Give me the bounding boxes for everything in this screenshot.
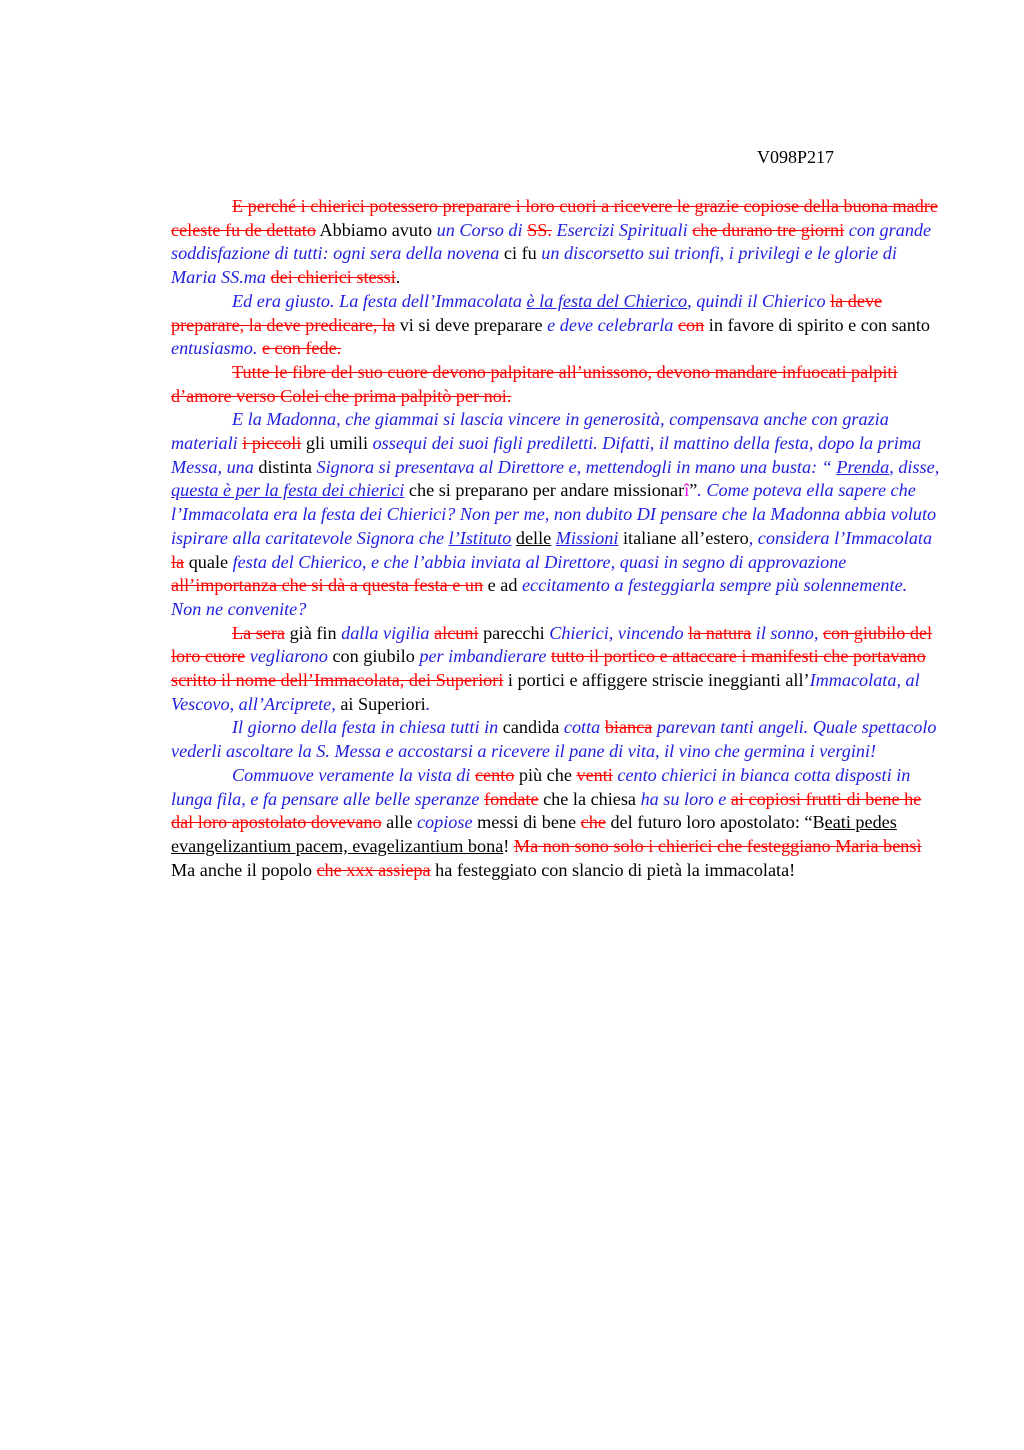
plain-text: in favore di spirito e con santo: [704, 314, 930, 335]
plain-text: ci fu: [499, 243, 542, 264]
deleted-text: alcuni: [434, 622, 479, 643]
inserted-text: dalla vigilia: [341, 622, 435, 643]
deleted-text: Tutte le fibre del suo cuore devono palpitare all’unissono, devono mandare infuocati palpiti d’amore verso Colei che prima palpitò per noi.: [171, 361, 898, 406]
inserted-underlined-text: questa è per la festa dei chierici: [171, 480, 405, 501]
deleted-text: con giubilo del loro cuore: [171, 622, 933, 667]
inserted-text: Immacolata, al Vescovo, all’Arciprete,: [171, 670, 920, 714]
plain-text: .: [395, 267, 401, 288]
deleted-text: E perché i chierici potessero preparare i loro cuori a ricevere le grazie copiose della buona madre celeste fu de dettato: [171, 196, 938, 240]
plain-text: alle: [381, 812, 417, 833]
deleted-text: venti: [576, 764, 613, 785]
inserted-text: Chierici, vincendo: [549, 622, 689, 643]
plain-text: parecchi: [478, 622, 550, 643]
plain-text: che la chiesa: [538, 788, 641, 809]
deleted-text: la deve preparare, la deve predicare, la: [171, 290, 883, 335]
inserted-text: , disse,: [889, 456, 940, 477]
plain-text: vi si deve preparare: [395, 314, 548, 335]
deleted-text: tutto il portico e attaccare i manifesti che portavano scritto il nome dell’Immacolata, dei Superiori: [171, 646, 926, 691]
highlighted-text: î: [684, 480, 690, 501]
inserted-text: Esercizi Spirituali: [551, 219, 693, 240]
paragraph: [171, 290, 941, 361]
paragraph: [171, 361, 941, 408]
deleted-text: e con fede.: [261, 338, 342, 359]
underlined-text: eati pedes evangelizantium pacem, evagelizantium bona: [171, 812, 897, 856]
inserted-text: cento chierici in bianca cotta disposti in lunga fila, e fa pensare alle belle speranze: [171, 764, 911, 809]
inserted-text: il sonno,: [751, 622, 823, 643]
inserted-underlined-text: Missioni: [555, 527, 619, 548]
deleted-text: bianca: [604, 717, 653, 738]
inserted-text: . Come poteva ella sapere che l’Immacolata era la festa dei Chierici? Non per me, non dubito DI pensare che la Madonna abbia voluto ispirare alla caritatevole Signora che: [171, 480, 937, 548]
plain-text: che si preparano per andare missionar: [404, 480, 685, 501]
inserted-text: ossequi dei suoi figli prediletti. Difatti, il mattino della festa, dopo la prima Messa, una: [171, 433, 922, 477]
paragraph: [171, 622, 941, 717]
inserted-text: con grande soddisfazione di tutti: ogni sera della novena: [171, 219, 932, 264]
inserted-text: Commuove veramente la vista di: [232, 764, 475, 785]
plain-text: del futuro loro apostolato: “B: [605, 812, 825, 833]
inserted-text: per imbandierare: [419, 646, 552, 667]
deleted-text: con: [677, 314, 705, 335]
plain-text: !: [503, 835, 514, 856]
deleted-text: cento: [474, 764, 515, 785]
plain-text: ”: [689, 480, 698, 501]
inserted-text: entusiasmo.: [171, 338, 262, 359]
deleted-text: i piccoli: [242, 433, 302, 454]
inserted-text: ha su loro e: [640, 788, 731, 809]
inserted-text: , considera l’Immacolata: [748, 527, 933, 548]
inserted-text: Ed era giusto. La festa dell’Immacolata: [232, 290, 527, 311]
inserted-text: .: [425, 693, 431, 714]
inserted-underlined-text: Prenda: [836, 456, 890, 477]
deleted-text: dei chierici stessi: [270, 267, 396, 288]
plain-text: candida: [498, 717, 564, 738]
plain-text: ha festeggiato con slancio di pietà la immacolata!: [430, 859, 796, 880]
inserted-underlined-text: l’Istituto: [448, 527, 512, 548]
inserted-text: Signora si presentava al Direttore e, mettendogli in mano una busta: “: [316, 456, 837, 477]
deleted-text: che durano tre giorni: [692, 219, 845, 240]
plain-text: i portici e affiggere striscie ineggianti all’: [503, 670, 810, 691]
plain-text: Ma anche il popolo: [171, 859, 317, 880]
plain-text: con giubilo: [327, 646, 420, 667]
inserted-text: Il giorno della festa in chiesa tutti in: [232, 717, 499, 738]
plain-text: già fin: [285, 622, 342, 643]
inserted-text: cotta: [563, 717, 605, 738]
plain-text: messi di bene: [472, 812, 581, 833]
inserted-text: un discorsetto sui trionfi, i privilegi e le glorie di Maria SS.ma: [171, 243, 897, 288]
inserted-text: E la Madonna, che giammai si lascia vincere in generosità, compensava anche con grazia materiali: [171, 409, 889, 454]
deleted-text: la: [171, 551, 185, 572]
inserted-text: un Corso di: [436, 219, 528, 240]
deleted-text: Ma non sono solo i chierici che festeggiano Maria bensì: [513, 835, 922, 856]
paragraph: [171, 408, 941, 621]
inserted-text: vegliarono: [245, 646, 328, 667]
deleted-text: che xxx assiepa: [316, 859, 431, 880]
deleted-text: la natura: [688, 622, 752, 643]
inserted-underlined-text: è la festa del Chierico: [526, 290, 688, 311]
plain-text: ai Superiori: [335, 693, 426, 714]
inserted-text: e deve celebrarla: [547, 314, 678, 335]
deleted-text: che: [580, 812, 606, 833]
document-body: [171, 195, 941, 882]
plain-text: quale: [184, 551, 233, 572]
underlined-text: delle: [515, 527, 552, 548]
inserted-text: copiose: [416, 812, 473, 833]
inserted-text: parevan tanti angeli. Quale spettacolo vederli ascoltare la S. Messa e accostarsi a ricevere il pane di vita, il vino che germina i vergini!: [171, 717, 937, 762]
inserted-text: eccitamento a festeggiarla sempre più solennemente. Non ne convenite?: [171, 575, 908, 619]
deleted-text: all’importanza che si dà a questa festa e un: [171, 575, 484, 596]
deleted-text: ai copiosi frutti di bene he dal loro apostolato dovevano: [171, 788, 922, 833]
plain-text: distinta: [253, 456, 317, 477]
deleted-text: La sera: [232, 622, 286, 643]
plain-text: gli umili: [301, 433, 373, 454]
plain-text: più che: [514, 764, 577, 785]
plain-text: italiane all’estero: [618, 527, 749, 548]
paragraph: [171, 764, 941, 883]
paragraph: [171, 716, 941, 763]
deleted-text: SS.: [527, 219, 552, 240]
deleted-text: fondate: [484, 788, 539, 809]
plain-text: e ad: [483, 575, 522, 596]
paragraph: [171, 195, 941, 290]
plain-text: Abbiamo avuto: [315, 219, 437, 240]
inserted-text: festa del Chierico, e che l’abbia inviata al Direttore, quasi in segno di approvazione: [232, 551, 847, 572]
inserted-text: , quindi il Chierico: [687, 290, 831, 311]
page-identifier: V098P217: [757, 147, 835, 167]
